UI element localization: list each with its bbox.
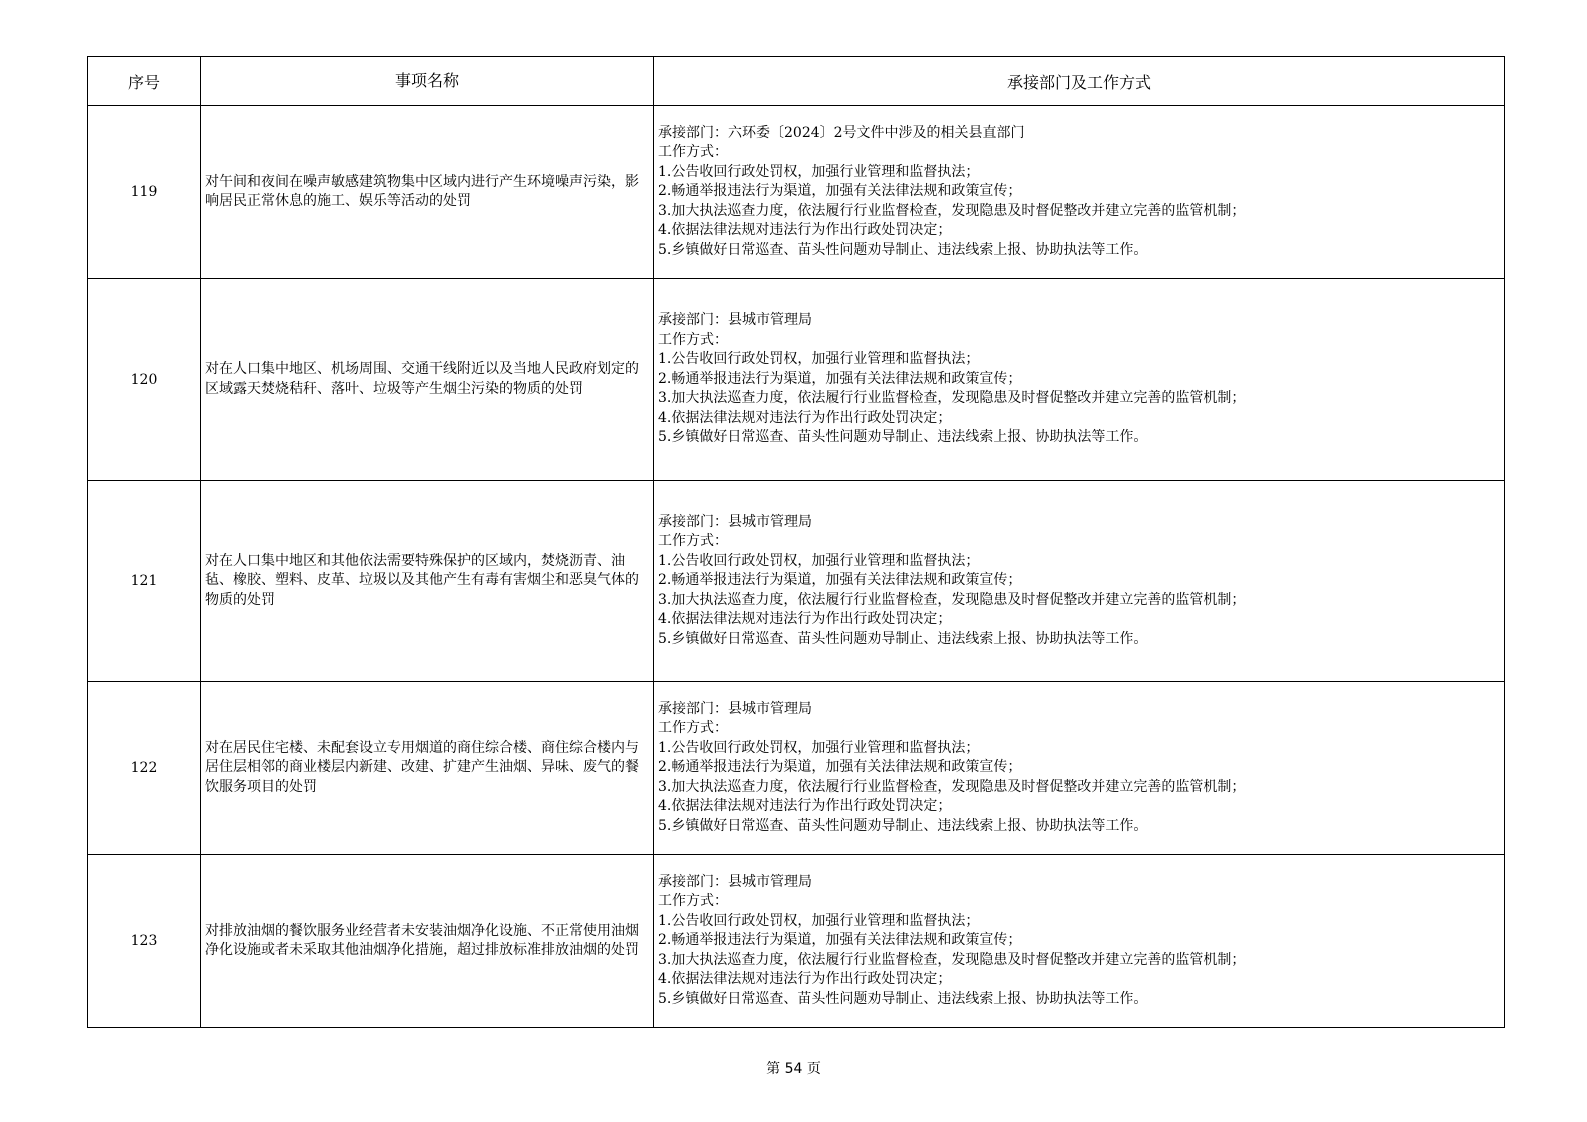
item-name: 对午间和夜间在噪声敏感建筑物集中区域内进行产生环境噪声污染，影响居民正常休息的施工、娱乐等活动的处罚 bbox=[201, 106, 654, 279]
method-line: 4.依据法律法规对违法行为作出行政处罚决定； bbox=[658, 798, 952, 815]
method-line: 5.乡镇做好日常巡查、苗头性问题劝导制止、违法线索上报、协助执法等工作。 bbox=[658, 241, 1148, 258]
method-line: 3.加大执法巡查力度，依法履行行业监督检查，发现隐患及时督促整改并建立完善的监管机制； bbox=[658, 778, 1246, 795]
method-line: 1.公告收回行政处罚权，加强行业管理和监督执法； bbox=[658, 163, 980, 180]
item-name: 对在居民住宅楼、未配套设立专用烟道的商住综合楼、商住综合楼内与居住层相邻的商业楼层内新建、改建、扩建产生油烟、异味、废气的餐饮服务项目的处罚 bbox=[201, 682, 654, 855]
method-line: 5.乡镇做好日常巡查、苗头性问题劝导制止、违法线索上报、协助执法等工作。 bbox=[658, 817, 1148, 834]
dept-line: 承接部门：六环委〔2024〕2号文件中涉及的相关县直部门 bbox=[658, 124, 1025, 141]
table-row bbox=[88, 855, 1505, 1028]
item-name: 对排放油烟的餐饮服务业经营者未安装油烟净化设施、不正常使用油烟净化设施或者未采取其他油烟净化措施，超过排放标准排放油烟的处罚 bbox=[201, 855, 654, 1028]
table-body bbox=[88, 106, 1505, 1028]
method-line: 3.加大执法巡查力度，依法履行行业监督检查，发现隐患及时督促整改并建立完善的监管机制； bbox=[658, 202, 1246, 219]
table-row bbox=[88, 682, 1505, 855]
method-line: 1.公告收回行政处罚权，加强行业管理和监督执法； bbox=[658, 912, 980, 929]
dept-and-method bbox=[654, 279, 1505, 481]
dept-and-method bbox=[654, 106, 1505, 279]
method-line: 5.乡镇做好日常巡查、苗头性问题劝导制止、违法线索上报、协助执法等工作。 bbox=[658, 429, 1148, 446]
table-row bbox=[88, 279, 1505, 481]
item-name: 对在人口集中地区、机场周围、交通干线附近以及当地人民政府划定的区域露天焚烧秸秆、落叶、垃圾等产生烟尘污染的物质的处罚 bbox=[201, 279, 654, 481]
row-number: 121 bbox=[88, 481, 201, 682]
dept-line: 承接部门：县城市管理局 bbox=[658, 312, 812, 329]
method-label: 工作方式： bbox=[658, 331, 728, 348]
method-line: 5.乡镇做好日常巡查、苗头性问题劝导制止、违法线索上报、协助执法等工作。 bbox=[658, 990, 1148, 1007]
method-line: 3.加大执法巡查力度，依法履行行业监督检查，发现隐患及时督促整改并建立完善的监管机制； bbox=[658, 390, 1246, 407]
method-line: 1.公告收回行政处罚权，加强行业管理和监督执法； bbox=[658, 739, 980, 756]
header-dept: 承接部门及工作方式 bbox=[654, 57, 1505, 106]
method-line: 4.依据法律法规对违法行为作出行政处罚决定； bbox=[658, 611, 952, 628]
method-line: 1.公告收回行政处罚权，加强行业管理和监督执法； bbox=[658, 552, 980, 569]
method-line: 2.畅通举报违法行为渠道，加强有关法律法规和政策宣传； bbox=[658, 932, 1022, 949]
method-line: 2.畅通举报违法行为渠道，加强有关法律法规和政策宣传； bbox=[658, 183, 1022, 200]
table-row bbox=[88, 481, 1505, 682]
page-number: 第 54 页 bbox=[766, 1061, 821, 1077]
row-number: 122 bbox=[88, 682, 201, 855]
method-label: 工作方式： bbox=[658, 533, 728, 550]
header-name: 事项名称 bbox=[201, 57, 654, 106]
method-line: 1.公告收回行政处罚权，加强行业管理和监督执法； bbox=[658, 351, 980, 368]
table-row bbox=[88, 106, 1505, 279]
items-table bbox=[87, 56, 1505, 1028]
row-number: 120 bbox=[88, 279, 201, 481]
method-line: 2.畅通举报违法行为渠道，加强有关法律法规和政策宣传； bbox=[658, 572, 1022, 589]
row-number: 119 bbox=[88, 106, 201, 279]
dept-and-method bbox=[654, 481, 1505, 682]
method-line: 4.依据法律法规对违法行为作出行政处罚决定； bbox=[658, 971, 952, 988]
dept-and-method bbox=[654, 682, 1505, 855]
row-number: 123 bbox=[88, 855, 201, 1028]
method-line: 3.加大执法巡查力度，依法履行行业监督检查，发现隐患及时督促整改并建立完善的监管机制； bbox=[658, 591, 1246, 608]
dept-line: 承接部门：县城市管理局 bbox=[658, 873, 812, 890]
method-label: 工作方式： bbox=[658, 720, 728, 737]
header-no: 序号 bbox=[88, 57, 201, 106]
item-name: 对在人口集中地区和其他依法需要特殊保护的区域内，焚烧沥青、油毡、橡胶、塑料、皮革、垃圾以及其他产生有毒有害烟尘和恶臭气体的物质的处罚 bbox=[201, 481, 654, 682]
table-header-row bbox=[88, 57, 1505, 106]
dept-line: 承接部门：县城市管理局 bbox=[658, 513, 812, 530]
method-label: 工作方式： bbox=[658, 893, 728, 910]
method-line: 2.畅通举报违法行为渠道，加强有关法律法规和政策宣传； bbox=[658, 759, 1022, 776]
method-line: 4.依据法律法规对违法行为作出行政处罚决定； bbox=[658, 222, 952, 239]
method-line: 5.乡镇做好日常巡查、苗头性问题劝导制止、违法线索上报、协助执法等工作。 bbox=[658, 630, 1148, 647]
dept-and-method bbox=[654, 855, 1505, 1028]
method-line: 2.畅通举报违法行为渠道，加强有关法律法规和政策宣传； bbox=[658, 370, 1022, 387]
dept-line: 承接部门：县城市管理局 bbox=[658, 700, 812, 717]
method-line: 4.依据法律法规对违法行为作出行政处罚决定； bbox=[658, 409, 952, 426]
method-line: 3.加大执法巡查力度，依法履行行业监督检查，发现隐患及时督促整改并建立完善的监管机制； bbox=[658, 951, 1246, 968]
method-label: 工作方式： bbox=[658, 144, 728, 161]
